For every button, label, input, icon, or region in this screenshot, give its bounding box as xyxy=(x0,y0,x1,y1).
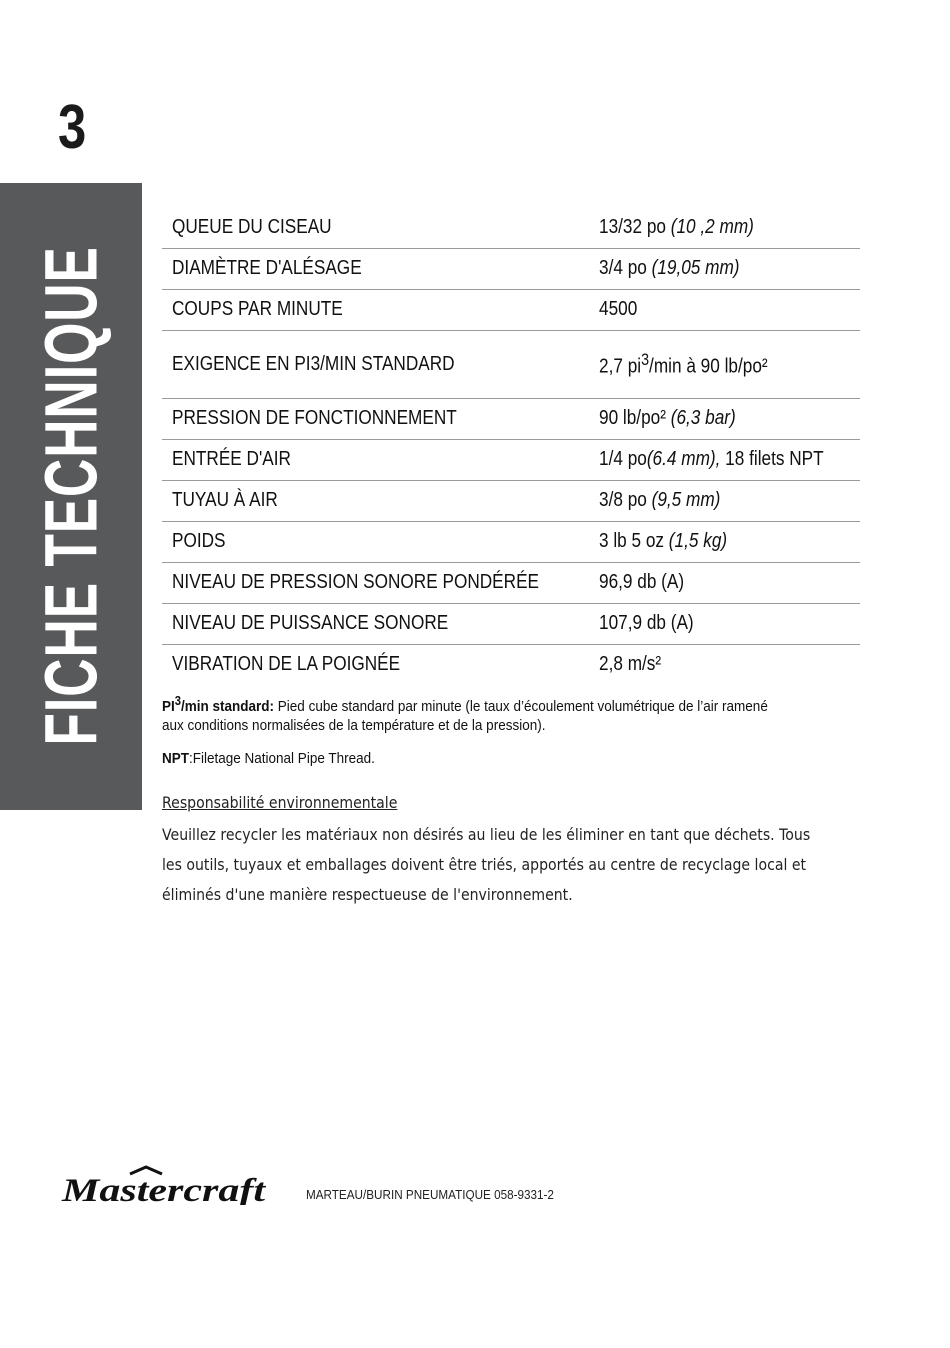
section-title: FICHE TECHNIQUE xyxy=(29,246,113,746)
spec-row xyxy=(162,439,860,480)
spec-label: NIVEAU DE PRESSION SONORE PONDÉRÉE xyxy=(172,571,540,593)
spec-row xyxy=(162,644,860,685)
spec-value: 3 lb 5 oz (1,5 kg) xyxy=(598,530,727,552)
spec-row xyxy=(162,562,860,603)
environment-heading: Responsabilité environnementale xyxy=(162,793,398,812)
spec-value: 1/4 po(6.4 mm), 18 filets NPT xyxy=(598,448,824,470)
spec-label: POIDS xyxy=(172,530,226,552)
spec-value: 2,8 m/s² xyxy=(598,653,661,676)
section-side-tab xyxy=(0,183,142,810)
cfm-text: Pied cube standard par minute (le taux d’écoulement volumétrique de l’air ramené xyxy=(274,698,768,715)
footnotes xyxy=(162,692,862,768)
npt-term: NPT xyxy=(162,750,189,767)
npt-text: :Filetage National Pipe Thread. xyxy=(189,750,375,767)
spec-value: 3/4 po (19,05 mm) xyxy=(598,257,740,279)
spec-value: 96,9 db (A) xyxy=(598,571,684,593)
spec-row xyxy=(162,289,860,330)
spec-row xyxy=(162,330,860,398)
spec-label: DIAMÈTRE D'ALÉSAGE xyxy=(172,257,362,279)
spec-row xyxy=(162,480,860,521)
spec-label: VIBRATION DE LA POIGNÉE xyxy=(172,653,401,676)
npt-note xyxy=(162,749,862,768)
cfm-text-cont: aux conditions normalisées de la température et de la pression). xyxy=(162,717,546,734)
spec-label: NIVEAU DE PUISSANCE SONORE xyxy=(172,612,449,634)
spec-label: TUYAU À AIR xyxy=(172,489,278,511)
page-number: 3 xyxy=(58,93,87,162)
environment-text: Veuillez recycler les matériaux non désirés au lieu de les éliminer en tant que déchets. Tous les outils, tuyaux et emballages doivent être triés, apportés au centre de recyclage local et éliminés d'une manière respectueuse de l'environnement. xyxy=(162,825,811,904)
spec-row xyxy=(162,398,860,439)
spec-value: 3/8 po (9,5 mm) xyxy=(598,489,721,511)
spec-label: COUPS PAR MINUTE xyxy=(172,298,343,320)
svg-text:Mastercraft: Mastercraft xyxy=(60,1173,267,1205)
mastercraft-logo-mark xyxy=(60,1165,270,1205)
spec-value: 2,7 $pi^3/\min$ à 90 lb/po² xyxy=(598,349,768,378)
cfm-term: $PI^3/\min$ standard: xyxy=(162,694,275,715)
spec-label: ENTRÉE D'AIR xyxy=(172,448,291,470)
mastercraft-logo xyxy=(60,1165,270,1205)
cfm-note xyxy=(162,692,862,735)
spec-table xyxy=(162,207,860,685)
spec-label: QUEUE DU CISEAU xyxy=(172,215,332,238)
spec-row xyxy=(162,521,860,562)
spec-row xyxy=(162,207,860,248)
spec-row xyxy=(162,248,860,289)
spec-value: 90 lb/po² (6,3 bar) xyxy=(598,407,736,429)
product-reference: MARTEAU/BURIN PNEUMATIQUE 058-9331-2 xyxy=(306,1187,554,1202)
spec-value: 107,9 db (A) xyxy=(598,612,694,634)
spec-value: 13/32 po (10 ,2 mm) xyxy=(598,215,754,238)
spec-row xyxy=(162,603,860,644)
spec-label: PRESSION DE FONCTIONNEMENT xyxy=(172,407,457,429)
spec-value: 4500 xyxy=(598,298,638,320)
spec-label: EXIGENCE EN PI3/MIN STANDARD xyxy=(172,352,455,375)
